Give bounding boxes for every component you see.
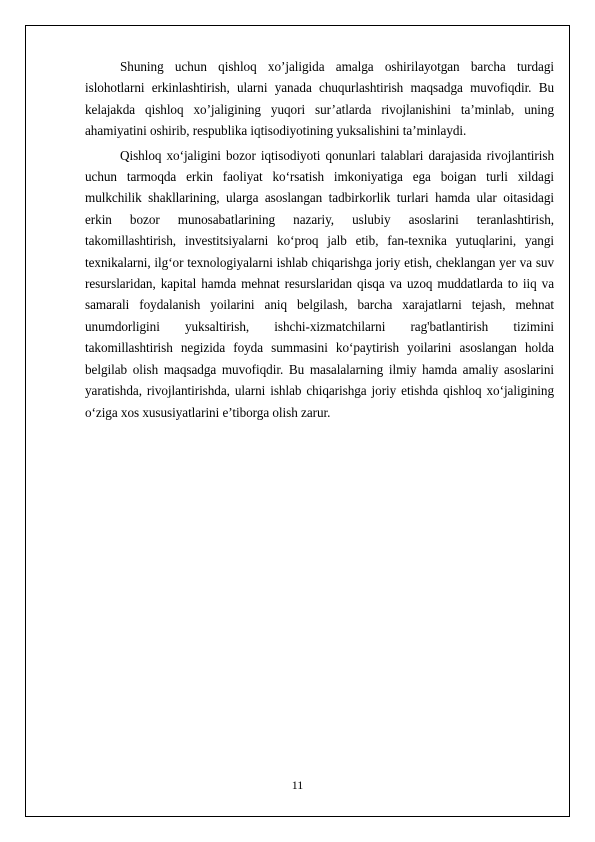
paragraph-2: Qishloq xo‘jaligini bozor iqtisodiyoti qonunlari talablari darajasida rivojlantirish uchun tarmoqda erkin faoliyat ko‘rsatish imkoniyatiga ega boigan turli xildagi mulkchilik shakllarining, ularga asoslangan tadbirkorlik turlari hamda ular oitasidagi erkin bozor munosabatlarining nazariy, uslubiy asoslarini teranlashtirish, takomillashtirish, investitsiyalarni ko‘proq jalb etib, fan-texnika yutuqlarini, yangi texnikalarni, ilg‘or texnologiyalarni ishlab chiqarishga joriy etish, cheklangan yer va suv resurslaridan, kapital hamda mehnat resurslaridan qisqa va uzoq muddatlarda to iiq va samarali foydalanish yoilarini aniq belgilash, barcha xarajatlarni tejash, mehnat unumdorligini yuksaltirish, ishchi-xizmatchilarni rag'batlantirish tizimini takomillashtirish negizida foyda summasini ko‘paytirish yoilarini asoslangan holda belgilab olish maqsadga muvofiqdir. Bu masalalarning ilmiy hamda amaliy asoslarini yaratishda, rivojlantirishda, ularni ishlab chiqarishga joriy etishda qishloq xo‘jaligining o‘ziga xos xususiyatlarini e’tiborga olish zarur. [85, 147, 554, 420]
paragraph-1: Shuning uchun qishloq xo’jaligida amalga oshirilayotgan barcha turdagi islohotlarni erkinlashtirish, ularni yanada chuqurlashtirish maqsadga muvofiqdir. Bu kelajakda qishloq xo’jaligining yuqori sur’atlarda rivojlanishini ta’minlab, uning ahamiyatini oshirib, respublika iqtisodiyotining yuksalishini ta’minlaydi. [85, 59, 554, 139]
page-number: 11 [291, 778, 304, 792]
document-body [85, 56, 554, 423]
